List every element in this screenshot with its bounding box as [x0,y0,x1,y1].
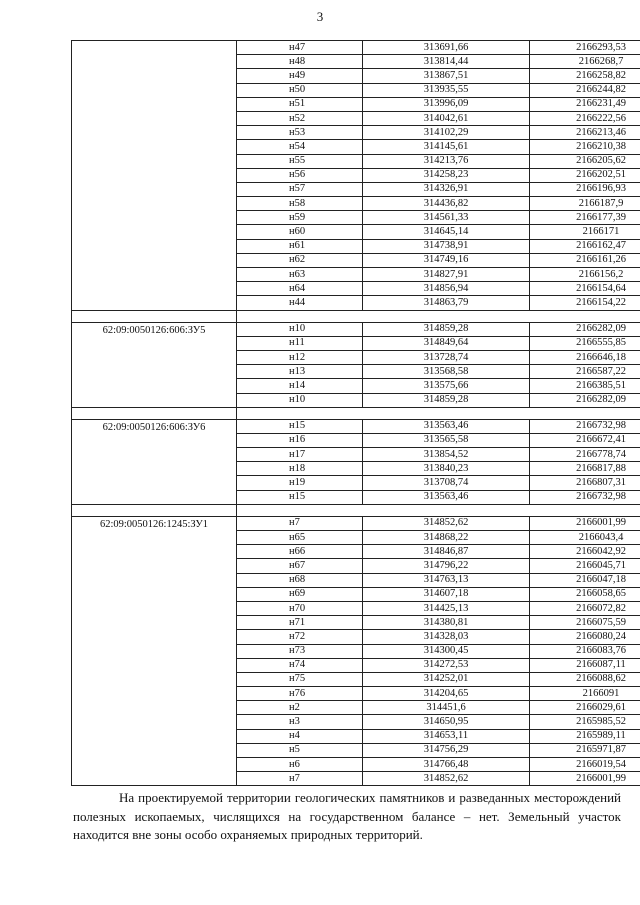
y-coordinate-cell: 2166196,93 [530,182,640,196]
table-row [72,419,640,433]
y-coordinate-cell: 2166088,62 [530,672,640,686]
x-coordinate-cell: 313575,66 [363,379,530,393]
point-id-cell: н67 [237,559,363,573]
x-coordinate-cell: 314145,61 [363,140,530,154]
point-id-cell: н70 [237,601,363,615]
x-coordinate-cell: 314852,62 [363,516,530,530]
point-id-cell: н49 [237,69,363,83]
y-coordinate-cell: 2166807,31 [530,476,640,490]
point-id-cell: н17 [237,448,363,462]
footer-paragraph: На проектируемой территории геологических памятников и разведанных месторождений полезных ископаемых, числящихся на государственном балансе – нет. Земельный участок находится вне зоны особо охраняемых природных территорий. [73,790,621,842]
x-coordinate-cell: 313563,46 [363,419,530,433]
point-id-cell: н11 [237,336,363,350]
point-id-cell: н13 [237,365,363,379]
x-coordinate-cell: 314436,82 [363,197,530,211]
point-id-cell: н47 [237,41,363,55]
y-coordinate-cell: 2166075,59 [530,616,640,630]
point-id-cell: н61 [237,239,363,253]
y-coordinate-cell: 2166282,09 [530,322,640,336]
x-coordinate-cell: 313708,74 [363,476,530,490]
y-coordinate-cell: 2166587,22 [530,365,640,379]
y-coordinate-cell: 2166817,88 [530,462,640,476]
y-coordinate-cell: 2166385,51 [530,379,640,393]
x-coordinate-cell: 314852,62 [363,772,530,786]
point-id-cell: н53 [237,126,363,140]
y-coordinate-cell: 2166042,92 [530,545,640,559]
y-coordinate-cell: 2166080,24 [530,630,640,644]
y-coordinate-cell: 2166083,76 [530,644,640,658]
x-coordinate-cell: 314326,91 [363,182,530,196]
group-separator-row [72,407,640,419]
cadastral-number-cell: 62:09:0050126:606:ЗУ5 [72,322,237,407]
point-id-cell: н60 [237,225,363,239]
y-coordinate-cell: 2166778,74 [530,448,640,462]
point-id-cell: н76 [237,687,363,701]
y-coordinate-cell: 2166732,98 [530,419,640,433]
point-id-cell: н65 [237,531,363,545]
point-id-cell: н64 [237,282,363,296]
point-id-cell: н74 [237,658,363,672]
separator-cell [72,407,237,419]
point-id-cell: н50 [237,83,363,97]
x-coordinate-cell: 313854,52 [363,448,530,462]
y-coordinate-cell: 2166202,51 [530,168,640,182]
y-coordinate-cell: 2166045,71 [530,559,640,573]
x-coordinate-cell: 314425,13 [363,601,530,615]
y-coordinate-cell: 2166210,38 [530,140,640,154]
y-coordinate-cell: 2166001,99 [530,516,640,530]
point-id-cell: н68 [237,573,363,587]
y-coordinate-cell: 2165989,11 [530,729,640,743]
point-id-cell: н73 [237,644,363,658]
point-id-cell: н7 [237,772,363,786]
y-coordinate-cell: 2166231,49 [530,97,640,111]
y-coordinate-cell: 2166187,9 [530,197,640,211]
x-coordinate-cell: 314042,61 [363,111,530,125]
x-coordinate-cell: 314102,29 [363,126,530,140]
x-coordinate-cell: 314849,64 [363,336,530,350]
group-separator-row [72,310,640,322]
group-separator-row [72,504,640,516]
y-coordinate-cell: 2166019,54 [530,758,640,772]
x-coordinate-cell: 314749,16 [363,253,530,267]
x-coordinate-cell: 314645,14 [363,225,530,239]
coordinates-table-body [72,41,640,786]
x-coordinate-cell: 314763,13 [363,573,530,587]
x-coordinate-cell: 314796,22 [363,559,530,573]
y-coordinate-cell: 2166154,22 [530,296,640,310]
point-id-cell: н5 [237,743,363,757]
page-number: 3 [316,9,324,24]
point-id-cell: н52 [237,111,363,125]
y-coordinate-cell: 2166258,82 [530,69,640,83]
table-row [72,41,640,55]
point-id-cell: н3 [237,715,363,729]
y-coordinate-cell: 2165971,87 [530,743,640,757]
x-coordinate-cell: 313728,74 [363,350,530,364]
separator-cell [237,504,640,516]
coordinates-table [71,40,640,786]
x-coordinate-cell: 313840,23 [363,462,530,476]
x-coordinate-cell: 313867,51 [363,69,530,83]
x-coordinate-cell: 314272,53 [363,658,530,672]
y-coordinate-cell: 2166043,4 [530,531,640,545]
point-id-cell: н10 [237,393,363,407]
x-coordinate-cell: 314856,94 [363,282,530,296]
point-id-cell: н4 [237,729,363,743]
y-coordinate-cell: 2166154,64 [530,282,640,296]
y-coordinate-cell: 2166087,11 [530,658,640,672]
point-id-cell: н10 [237,322,363,336]
x-coordinate-cell: 314859,28 [363,322,530,336]
y-coordinate-cell: 2165985,52 [530,715,640,729]
point-id-cell: н69 [237,587,363,601]
y-coordinate-cell: 2166646,18 [530,350,640,364]
x-coordinate-cell: 313563,46 [363,490,530,504]
x-coordinate-cell: 314213,76 [363,154,530,168]
y-coordinate-cell: 2166282,09 [530,393,640,407]
x-coordinate-cell: 314328,03 [363,630,530,644]
separator-cell [72,310,237,322]
y-coordinate-cell: 2166047,18 [530,573,640,587]
point-id-cell: н14 [237,379,363,393]
x-coordinate-cell: 314859,28 [363,393,530,407]
x-coordinate-cell: 313568,58 [363,365,530,379]
x-coordinate-cell: 314738,91 [363,239,530,253]
point-id-cell: н2 [237,701,363,715]
table-row [72,322,640,336]
separator-cell [237,310,640,322]
x-coordinate-cell: 314451,6 [363,701,530,715]
point-id-cell: н48 [237,55,363,69]
y-coordinate-cell: 2166171 [530,225,640,239]
x-coordinate-cell: 314827,91 [363,268,530,282]
point-id-cell: н6 [237,758,363,772]
point-id-cell: н72 [237,630,363,644]
x-coordinate-cell: 313691,66 [363,41,530,55]
y-coordinate-cell: 2166293,53 [530,41,640,55]
point-id-cell: н75 [237,672,363,686]
point-id-cell: н57 [237,182,363,196]
y-coordinate-cell: 2166156,2 [530,268,640,282]
x-coordinate-cell: 314863,79 [363,296,530,310]
x-coordinate-cell: 314258,23 [363,168,530,182]
point-id-cell: н15 [237,419,363,433]
separator-cell [237,407,640,419]
x-coordinate-cell: 314300,45 [363,644,530,658]
point-id-cell: н16 [237,433,363,447]
point-id-cell: н19 [237,476,363,490]
point-id-cell: н51 [237,97,363,111]
y-coordinate-cell: 2166161,26 [530,253,640,267]
separator-cell [72,504,237,516]
table-row [72,516,640,530]
x-coordinate-cell: 314756,29 [363,743,530,757]
x-coordinate-cell: 314252,01 [363,672,530,686]
y-coordinate-cell: 2166244,82 [530,83,640,97]
point-id-cell: н12 [237,350,363,364]
y-coordinate-cell: 2166672,41 [530,433,640,447]
cadastral-number-cell: 62:09:0050126:606:ЗУ6 [72,419,237,504]
point-id-cell: н18 [237,462,363,476]
x-coordinate-cell: 314650,95 [363,715,530,729]
cadastral-number-cell: 62:09:0050126:1245:ЗУ1 [72,516,237,786]
x-coordinate-cell: 313996,09 [363,97,530,111]
x-coordinate-cell: 314204,65 [363,687,530,701]
x-coordinate-cell: 314607,18 [363,587,530,601]
cadastral-number-cell [72,41,237,311]
y-coordinate-cell: 2166072,82 [530,601,640,615]
point-id-cell: н55 [237,154,363,168]
point-id-cell: н54 [237,140,363,154]
point-id-cell: н59 [237,211,363,225]
y-coordinate-cell: 2166213,46 [530,126,640,140]
y-coordinate-cell: 2166222,56 [530,111,640,125]
x-coordinate-cell: 314766,48 [363,758,530,772]
point-id-cell: н62 [237,253,363,267]
x-coordinate-cell: 314846,87 [363,545,530,559]
x-coordinate-cell: 313565,58 [363,433,530,447]
y-coordinate-cell: 2166029,61 [530,701,640,715]
y-coordinate-cell: 2166268,7 [530,55,640,69]
y-coordinate-cell: 2166177,39 [530,211,640,225]
point-id-cell: н44 [237,296,363,310]
y-coordinate-cell: 2166162,47 [530,239,640,253]
point-id-cell: н7 [237,516,363,530]
x-coordinate-cell: 313814,44 [363,55,530,69]
x-coordinate-cell: 314380,81 [363,616,530,630]
point-id-cell: н63 [237,268,363,282]
y-coordinate-cell: 2166555,85 [530,336,640,350]
x-coordinate-cell: 313935,55 [363,83,530,97]
point-id-cell: н66 [237,545,363,559]
x-coordinate-cell: 314653,11 [363,729,530,743]
x-coordinate-cell: 314561,33 [363,211,530,225]
y-coordinate-cell: 2166205,62 [530,154,640,168]
footer-text [73,789,621,845]
y-coordinate-cell: 2166058,65 [530,587,640,601]
x-coordinate-cell: 314868,22 [363,531,530,545]
point-id-cell: н71 [237,616,363,630]
y-coordinate-cell: 2166091 [530,687,640,701]
point-id-cell: н15 [237,490,363,504]
y-coordinate-cell: 2166732,98 [530,490,640,504]
point-id-cell: н56 [237,168,363,182]
point-id-cell: н58 [237,197,363,211]
y-coordinate-cell: 2166001,99 [530,772,640,786]
